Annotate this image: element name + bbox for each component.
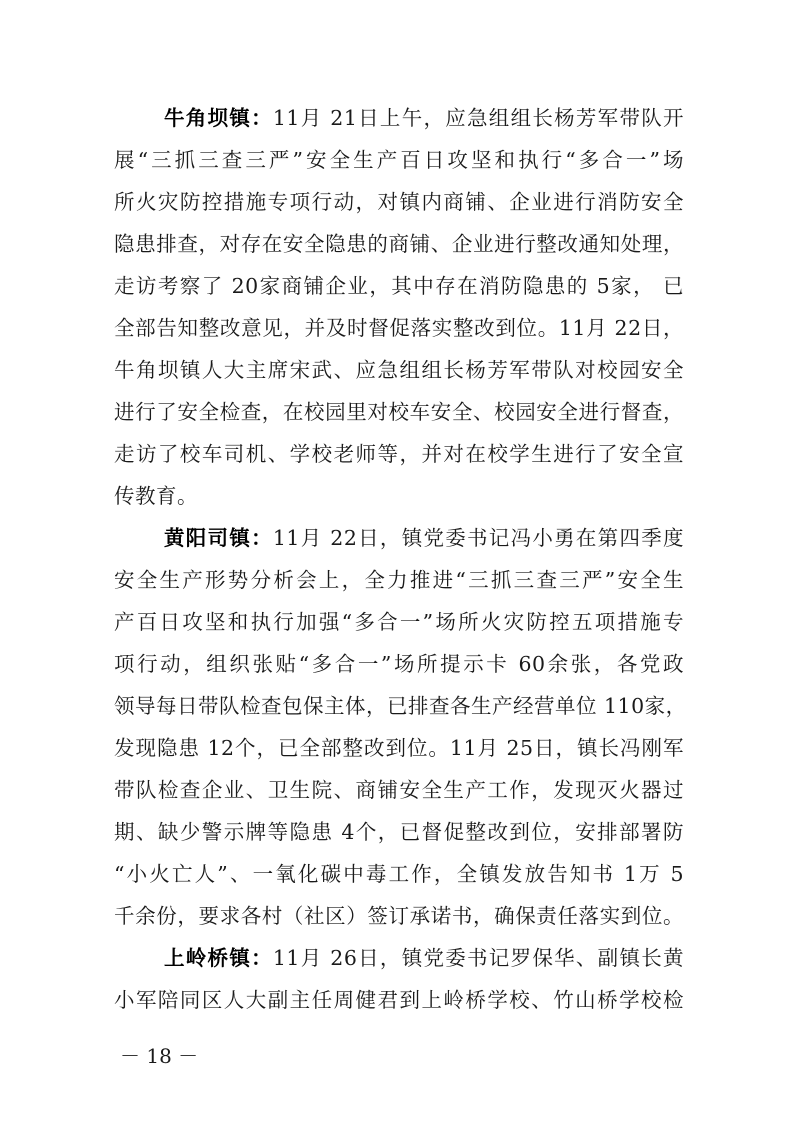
paragraph-line: 发现隐患 12个，已全部整改到位。11月 25日，镇长冯刚军: [114, 736, 684, 760]
paragraph-line: 项行动，组织张贴“多合一”场所提示卡 60余张，各党政: [114, 652, 684, 676]
paragraph-heading: 上岭桥镇：: [164, 946, 273, 970]
paragraph-line: 展“三抓三查三严”安全生产百日攻坚和执行“多合一”场: [114, 148, 684, 172]
paragraph-line: 隐患排查，对存在安全隐患的商铺、企业进行整改通知处理，: [114, 232, 684, 256]
paragraph-line: 小军陪同区人大副主任周健君到上岭桥学校、竹山桥学校检: [114, 988, 684, 1012]
paragraph-line: 领导每日带队检查包保主体，已排查各生产经营单位 110家，: [114, 694, 687, 718]
paragraph-line: 进行了安全检查，在校园里对校车安全、校园安全进行督查，: [114, 400, 684, 424]
paragraph-line: 带队检查企业、卫生院、商铺安全生产工作，发现灭火器过: [114, 778, 684, 802]
paragraph-line: [164, 104, 684, 132]
paragraph-line: [164, 524, 684, 552]
page-number: － 18 －: [120, 1044, 199, 1068]
paragraph-heading: 牛角坝镇：: [164, 106, 273, 130]
paragraph-line: 全部告知整改意见，并及时督促落实整改到位。11月 22日，: [114, 316, 684, 340]
paragraph-line: 走访了校车司机、学校老师等，并对在校学生进行了安全宣: [114, 442, 684, 466]
paragraph-line: 所火灾防控措施专项行动，对镇内商铺、企业进行消防安全: [114, 190, 684, 214]
paragraph-line: 传教育。: [114, 484, 198, 508]
paragraph-line: 产百日攻坚和执行加强“多合一”场所火灾防控五项措施专: [114, 610, 684, 634]
paragraph-line: 千余份，要求各村（社区）签订承诺书，确保责任落实到位。: [114, 904, 684, 928]
paragraph-line: 走访考察了 20家商铺企业，其中存在消防隐患的 5家， 已: [114, 274, 684, 298]
paragraph-line: 安全生产形势分析会上，全力推进“三抓三查三严”安全生: [114, 568, 684, 592]
paragraph-line: “小火亡人”、一氧化碳中毒工作，全镇发放告知书 1万 5: [114, 862, 684, 886]
paragraph-text: 11月 21日上午，应急组组长杨芳军带队开: [272, 106, 685, 130]
paragraph-text: 11月 26日，镇党委书记罗保华、副镇长黄: [272, 946, 685, 970]
paragraph-text: 11月 22日，镇党委书记冯小勇在第四季度: [272, 526, 685, 550]
paragraph-line: 期、缺少警示牌等隐患 4个，已督促整改到位，安排部署防: [114, 820, 684, 844]
paragraph-line: [164, 944, 684, 972]
paragraph-line: 牛角坝镇人大主席宋武、应急组组长杨芳军带队对校园安全: [114, 358, 684, 382]
paragraph-heading: 黄阳司镇：: [164, 526, 273, 550]
